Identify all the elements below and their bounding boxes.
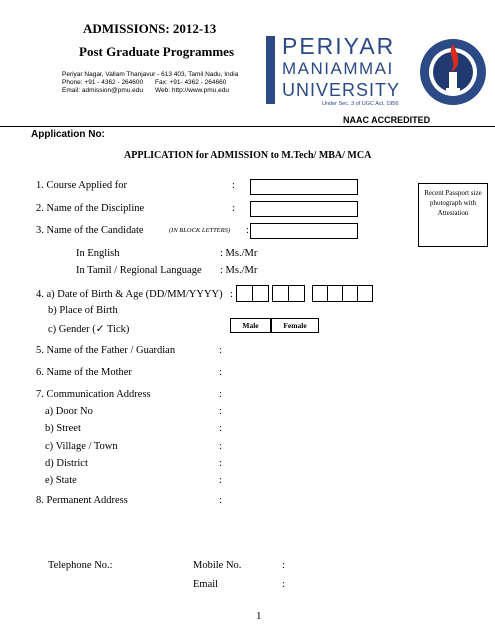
logo-bar <box>266 36 275 104</box>
label-door: a) Door No <box>45 406 93 417</box>
label-mobile: Mobile No. <box>193 560 242 571</box>
logo-periyar: PERIYAR <box>282 33 396 59</box>
candidate-input[interactable] <box>250 223 358 239</box>
photo-box <box>418 183 488 247</box>
colon-village: : <box>219 441 222 452</box>
colon-district: : <box>219 458 222 469</box>
naac-accredited: NAAC ACCREDITED <box>343 115 431 125</box>
fax-line: Fax: +91- 4362 - 264660 <box>155 79 227 86</box>
label-district: d) District <box>45 458 88 469</box>
gender-female-box[interactable] <box>271 318 319 333</box>
label-in-tamil: In Tamil / Regional Language <box>76 265 202 276</box>
label-village: c) Village / Town <box>45 441 118 452</box>
colon-street: : <box>219 423 222 434</box>
colon-dob: : <box>230 289 233 300</box>
colon-email: : <box>282 579 285 590</box>
photo-box-text: Recent Passport size photograph with Attestation <box>424 189 482 217</box>
label-father: 5. Name of the Father / Guardian <box>36 345 176 356</box>
address-line: Periyar Nagar, Vallam Thanjavur - 613 403, Tamil Nadu, India <box>62 71 239 78</box>
label-mother: 6. Name of the Mother <box>36 367 132 378</box>
dob-year-box[interactable] <box>312 285 373 302</box>
web-line: Web: http://www.pmu.edu <box>155 87 229 94</box>
block-letters-note: (IN BLOCK LETTERS) <box>169 227 231 234</box>
colon-door: : <box>219 406 222 417</box>
colon-discipline: : <box>232 203 235 214</box>
colon-father: : <box>219 345 222 356</box>
colon-candidate: : <box>246 225 249 236</box>
label-candidate: 3. Name of the Candidate <box>36 225 144 236</box>
application-no-label: Application No: <box>31 129 105 140</box>
colon-mobile: : <box>282 560 285 571</box>
label-state: e) State <box>45 475 77 486</box>
label-discipline: 2. Name of the Discipline <box>36 203 145 214</box>
male-label: Male <box>242 321 259 330</box>
phone-line: Phone: +91 - 4362 - 264600 <box>62 79 144 86</box>
label-street: b) Street <box>45 423 81 434</box>
label-email: Email <box>193 579 219 590</box>
prefix-tamil: : Ms./Mr <box>220 265 258 276</box>
colon-state: : <box>219 475 222 486</box>
label-course: 1. Course Applied for <box>36 180 127 191</box>
label-place-of-birth: b) Place of Birth <box>48 305 118 316</box>
logo-university: UNIVERSITY <box>282 80 401 100</box>
colon-mother: : <box>219 367 222 378</box>
programmes-subtitle: Post Graduate Programmes <box>79 44 235 59</box>
email-line: Email: admission@pmu.edu <box>62 87 144 94</box>
university-seal-icon <box>418 30 488 110</box>
label-dob: 4. a) Date of Birth & Age (DD/MM/YYYY) <box>36 289 223 300</box>
label-permanent: 8. Permanent Address <box>36 495 128 506</box>
dob-month-box[interactable] <box>272 285 305 302</box>
colon-course: : <box>232 180 235 191</box>
label-telephone: Telephone No.: <box>48 560 113 571</box>
form-title: APPLICATION for ADMISSION to M.Tech/ MBA/ MCA <box>124 150 372 161</box>
label-in-english: In English <box>76 248 120 259</box>
prefix-english: : Ms./Mr <box>220 248 258 259</box>
label-gender: c) Gender (✓ Tick) <box>48 324 130 335</box>
dob-day-box[interactable] <box>236 285 269 302</box>
label-comm-address: 7. Communication Address <box>36 389 151 400</box>
admissions-title: ADMISSIONS: 2012-13 <box>83 21 217 36</box>
discipline-input[interactable] <box>250 201 358 217</box>
logo-tagline: Under Sec. 3 of UGC Act, 1956 <box>322 101 399 107</box>
female-label: Female <box>283 321 307 330</box>
page-number: 1 <box>256 610 262 622</box>
course-input[interactable] <box>250 179 358 195</box>
gender-male-box[interactable] <box>230 318 271 333</box>
header-divider <box>0 126 495 127</box>
logo-maniammai: MANIAMMAI <box>282 59 394 78</box>
colon-comm-address: : <box>219 389 222 400</box>
colon-permanent: : <box>219 495 222 506</box>
